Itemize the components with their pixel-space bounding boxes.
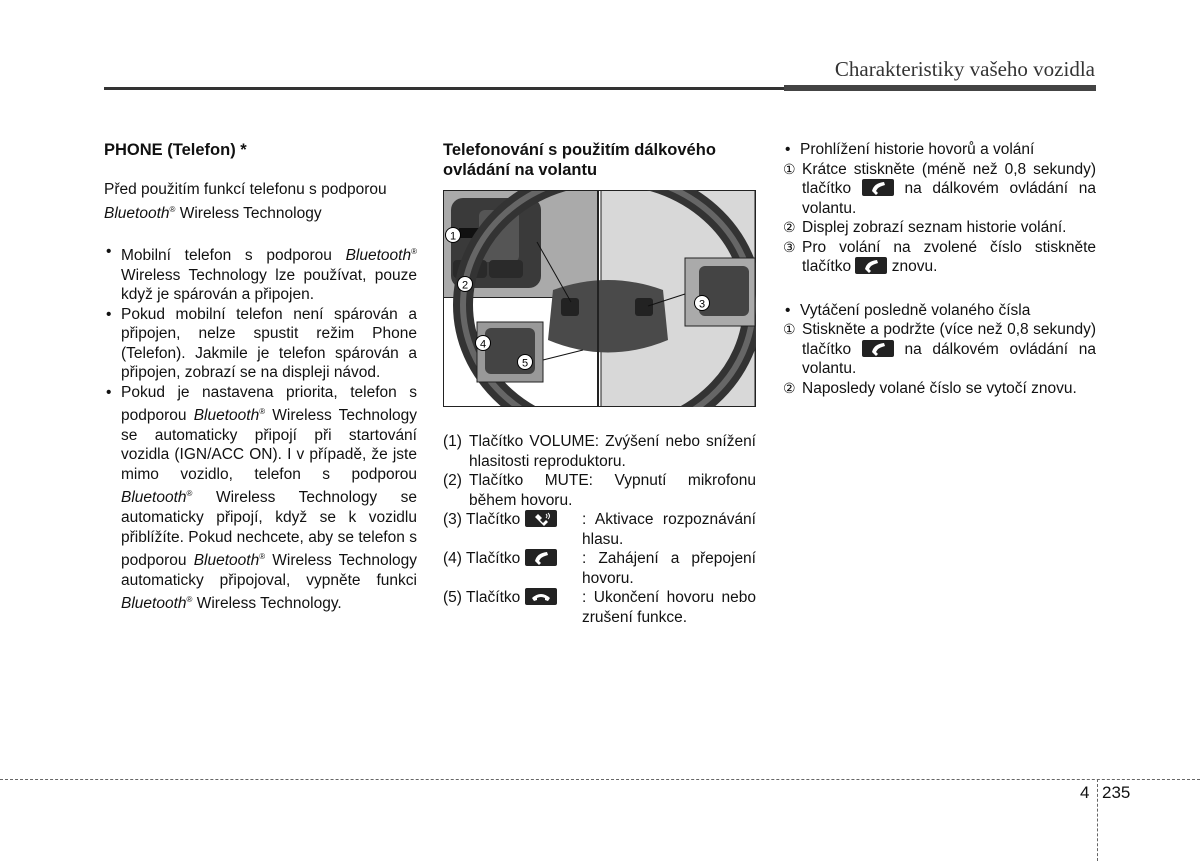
call-button-icon <box>855 257 887 274</box>
text: Wireless Technology se automaticky připojí, když se k vozidlu přiblížíte. Pokud nechcete, aby se telefon s podporou <box>121 489 417 570</box>
step-1 <box>783 160 1096 219</box>
callout-2: 2 <box>461 279 469 292</box>
step-1 <box>783 320 1096 379</box>
text: Pokud je nastavena priorita, telefon s podporou <box>121 383 417 425</box>
text: Wireless Technology se automaticky připojí při startování vozidla (IGN/ACC ON). I v případě, že jste mimo vozidlo, telefon s podporou <box>121 407 418 483</box>
step-number: ③ <box>783 238 796 255</box>
phone-bullets <box>104 242 417 614</box>
column-call-history <box>783 140 1096 398</box>
item-number-wrap <box>443 510 557 530</box>
callout-1: 1 <box>449 230 457 243</box>
item-number: (1) <box>443 433 462 450</box>
step-text: Krátce stiskněte (méně než 0,8 sekundy) tlačítko <box>802 160 1096 197</box>
voice-button-icon <box>525 510 557 527</box>
item-text: Tlačítko VOLUME: Zvýšení nebo snížení hlasitosti reproduktoru. <box>469 433 756 470</box>
chapter-number: 4 <box>1080 783 1090 802</box>
history-bullet <box>783 140 1096 160</box>
list-item: • Mobilní telefon s podporou Bluetooth® Wireless Technology lze používat, pouze když je spárován a připojen. <box>106 243 417 304</box>
step-text: Stiskněte a podržte (více než 0,8 sekundy) tlačítko <box>802 321 1096 358</box>
bullet-text: Vytáčení posledně volaného čísla <box>800 301 1031 319</box>
item-number-wrap <box>443 588 557 608</box>
header-rule <box>104 87 1096 90</box>
intro-text-end: Wireless Technology <box>175 204 322 222</box>
reg-mark: ® <box>169 204 176 214</box>
footer-divider <box>1097 779 1098 861</box>
step-text: Naposledy volané číslo se vytočí znovu. <box>802 379 1077 397</box>
step-number: ② <box>783 379 796 396</box>
column-steering-controls <box>443 140 756 180</box>
step-text: Pro volání na zvolené číslo stiskněte tlačítko <box>802 238 1096 275</box>
reg-mark: ® <box>259 552 266 562</box>
list-item <box>443 510 756 549</box>
steering-wheel-figure <box>443 190 756 407</box>
list-item: • Pokud mobilní telefon není spárován a připojen, nelze spustit režim Phone (Telefon). Jakmile je telefon spárován a připojen, zobrazí se na displeji návod. <box>106 305 417 382</box>
text: Wireless Technology lze používat, pouze když je spárován a připojen. <box>121 266 417 304</box>
bullet-text: Prohlížení historie hovorů a volání <box>800 141 1035 158</box>
text: Pokud mobilní telefon není spárován a připojen, nelze spustit režim Phone (Telefon). Jakmile je telefon spárován a připojen, zobrazí se na displeji návod. <box>121 305 417 382</box>
item-number: (4) <box>443 550 462 567</box>
list-item: • Pokud je nastavena priorita, telefon s podporou Bluetooth® Wireless Technology se automaticky připojí při startování vozidla (IGN/ACC ON). I v případě, že jste mimo vozidlo, telefon s podporou Bluetooth® Wireless Technology se automaticky připojí, když se k vozidlu přiblížíte. Pokud nechcete, aby se telefon s podporou Bluetooth® Wireless Technology automaticky připojoval, vypněte funkci Bluetooth® Wireless Technology. <box>106 383 418 613</box>
item-text: Tlačítko MUTE: Vypnutí mikrofonu během hovoru. <box>469 472 756 509</box>
list-item: • Prohlížení historie hovorů a volání <box>785 141 1035 158</box>
bt-term: Bluetooth <box>193 407 260 425</box>
bt-term: Bluetooth <box>104 204 170 222</box>
reg-mark: ® <box>259 407 266 417</box>
list-item <box>443 471 756 510</box>
list-item <box>443 588 756 627</box>
bt-term: Bluetooth <box>121 595 187 613</box>
item-number-wrap <box>443 549 557 569</box>
step-number: ① <box>783 321 796 337</box>
call-button-icon <box>862 340 894 357</box>
item-text: : Aktivace rozpoznávání hlasu. <box>582 511 756 548</box>
bt-term: Bluetooth <box>345 247 412 265</box>
item-number: (5) <box>443 589 462 606</box>
text: Mobilní telefon s podporou <box>121 247 346 265</box>
item-text: : Zahájení a přepojení hovoru. <box>582 550 756 587</box>
section-heading-phone: PHONE (Telefon) * <box>104 141 247 159</box>
reg-mark: ® <box>411 247 417 257</box>
reg-mark: ® <box>186 489 193 499</box>
step-text: Displej zobrazí seznam historie volání. <box>802 219 1067 236</box>
page-number: 235 <box>1102 783 1131 802</box>
step-2 <box>783 218 1096 238</box>
call-button-icon <box>525 549 557 566</box>
item-pre: Tlačítko <box>465 511 521 528</box>
step-text: znovu. <box>887 258 938 275</box>
item-number: (2) <box>443 472 462 489</box>
step-3 <box>783 238 1096 277</box>
item-text: : Ukončení hovoru nebo zrušení funkce. <box>582 589 756 626</box>
step-text: na dálkovém ovládání na volantu. <box>802 340 1096 377</box>
step-text: na dálkovém ovládání na volantu. <box>802 180 1096 217</box>
list-item <box>443 549 756 588</box>
call-button-icon <box>862 179 894 196</box>
end-call-button-icon <box>525 588 557 605</box>
item-number: (3) <box>443 511 462 528</box>
bt-term: Bluetooth <box>193 552 260 570</box>
callout-4: 4 <box>479 338 487 351</box>
step-number: ① <box>783 160 796 177</box>
item-pre: Tlačítko <box>465 550 521 567</box>
text: Wireless Technology. <box>192 595 342 613</box>
page-header-title: Charakteristiky vašeho vozidla <box>834 57 1095 81</box>
step-2 <box>783 379 1096 399</box>
step-number: ② <box>783 219 796 235</box>
list-item: • Vytáčení posledně volaného čísla <box>785 301 1031 319</box>
intro-paragraph <box>104 180 417 223</box>
column-phone-intro <box>104 140 417 614</box>
intro-text: Před použitím funkcí telefonu s podporou <box>104 181 387 198</box>
footer-rule <box>0 779 1200 780</box>
item-pre: Tlačítko <box>465 589 521 606</box>
callout-5: 5 <box>521 357 529 370</box>
list-item <box>443 432 756 471</box>
button-legend-list <box>443 432 756 627</box>
reg-mark: ® <box>186 595 193 605</box>
section-heading-steering: Telefonování s použitím dálkového ovládání na volantu <box>443 141 716 179</box>
redial-bullet <box>783 301 1096 321</box>
bt-term: Bluetooth <box>121 489 187 507</box>
text: Wireless Technology automaticky připojoval, vypněte funkci <box>121 552 418 589</box>
callout-3: 3 <box>698 298 706 311</box>
